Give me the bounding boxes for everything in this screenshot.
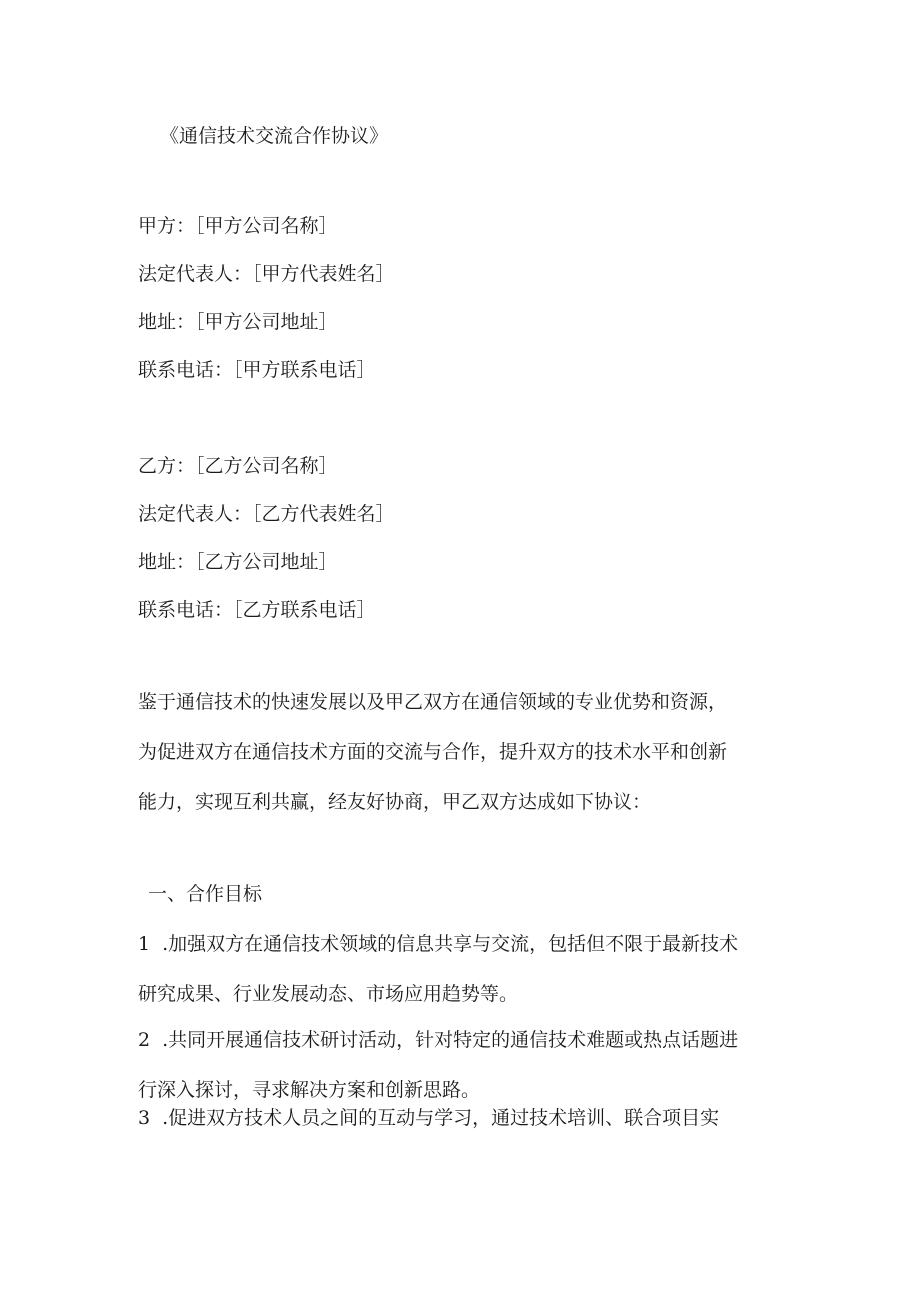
list-item-number: 3 [138,1107,151,1129]
party-b-name: 乙方：［乙方公司名称］ [138,455,338,477]
list-item-line [138,1028,738,1052]
list-item-line [138,1106,719,1130]
list-item-text: .促进双方技术人员之间的互动与学习，通过技术培训、联合项目实 [162,1107,720,1129]
list-item-text: .加强双方在通信技术领域的信息共享与交流，包括但不限于最新技术 [162,933,739,955]
preamble-line: 能力，实现互利共赢，经友好协商，甲乙双方达成如下协议： [138,791,652,813]
party-a-name: 甲方：［甲方公司名称］ [138,215,338,237]
list-item-number: 2 [138,1029,151,1051]
list-item-number: 1 [138,933,151,955]
list-item-line [138,932,738,956]
party-a-phone: 联系电话：［甲方联系电话］ [138,359,376,381]
list-item-line: 研究成果、行业发展动态、市场应用趋势等。 [138,983,519,1005]
preamble-line: 为促进双方在通信技术方面的交流与合作，提升双方的技术水平和创新 [138,741,728,763]
list-item-line: 行深入探讨，寻求解决方案和创新思路。 [138,1079,481,1101]
party-b-phone: 联系电话：［乙方联系电话］ [138,599,376,621]
party-b-representative: 法定代表人：［乙方代表姓名］ [138,503,395,525]
party-a-representative: 法定代表人：［甲方代表姓名］ [138,263,395,285]
list-item-text: .共同开展通信技术研讨活动，针对特定的通信技术难题或热点话题进 [162,1029,739,1051]
document-title: 《通信技术交流合作协议》 [160,125,389,147]
preamble-line: 鉴于通信技术的快速发展以及甲乙双方在通信领域的专业优势和资源， [138,691,728,713]
party-b-address: 地址：［乙方公司地址］ [138,551,338,573]
section-heading: 一、合作目标 [148,883,263,905]
party-a-address: 地址：［甲方公司地址］ [138,311,338,333]
